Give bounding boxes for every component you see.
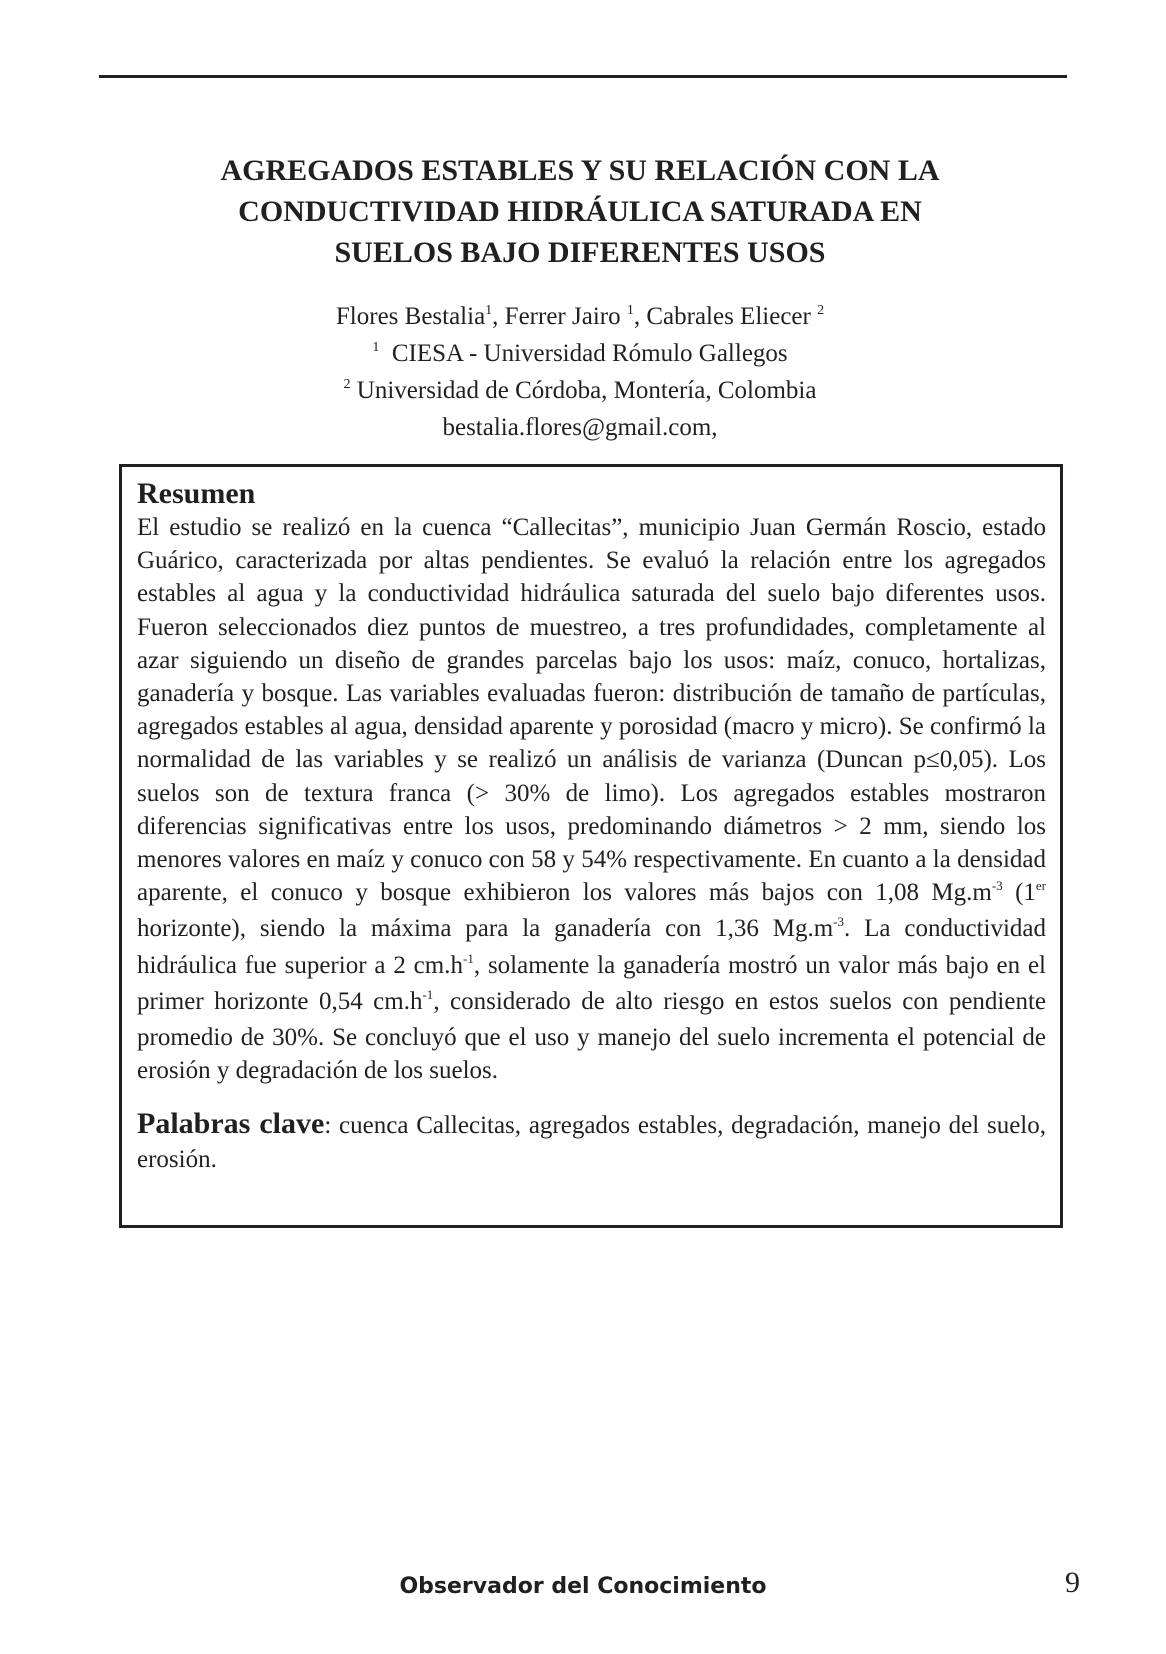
abstract-superscript-1: -3 — [991, 878, 1003, 894]
abstract-superscript-4: -1 — [462, 950, 474, 966]
author-2: , Ferrer Jairo — [492, 303, 627, 330]
author-list — [120, 300, 1040, 337]
abstract-superscript-3: -3 — [833, 914, 844, 930]
footer-journal-name: Observador del Conocimiento — [399, 1574, 767, 1599]
author-1-affiliation-mark: 1 — [485, 303, 493, 318]
affiliation-2-text: Universidad de Córdoba, Montería, Colombia — [350, 377, 817, 404]
abstract-heading: Resumen — [137, 477, 256, 510]
author-3-affiliation-mark: 2 — [817, 303, 825, 318]
abstract-superscript-2: er — [1035, 878, 1047, 894]
keywords-label: Palabras clave — [137, 1107, 325, 1141]
top-rule — [99, 75, 1067, 78]
abstract-text-part-1: El estudio se realizó en la cuenca “Callecitas”, municipio Juan Germán Roscio, estado Guárico, caracterizada por altas pendientes. Se evaluó la relación entre los agregados estables al agua y la conductividad hidráulica saturada del suelo bajo diferentes usos. Fueron seleccionados diez puntos de muestreo, a tres profundidades, completamente al azar siguiendo un diseño de grandes parcelas bajo los usos: maíz, conuco, hortalizas, ganadería y bosque. Las variables evaluadas fueron: distribución de tamaño de partículas, agregados estables al agua, densidad aparente y porosidad (macro y micro). Se confirmó la normalidad de las variables y se realizó un análisis de varianza (Duncan p≤0,05). Los suelos son de textura franca (> 30% de limo). Los agregados estables mostraron diferencias significativas entre los usos, predominando diámetros > 2 mm, siendo los menores valores en maíz y conuco con 58 y 54% respectivamente. En cuanto a la densidad aparente, el conuco y bosque exhibieron los valores más bajos con 1,08 Mg.m — [137, 514, 1046, 907]
affiliation-1-mark: 1 — [372, 340, 380, 355]
affiliation-1 — [120, 337, 1040, 374]
keywords-text: cuenca Callecitas, agregados estables, degradación, manejo del suelo, erosión. — [137, 1112, 1046, 1174]
keywords-colon: : — [324, 1112, 332, 1140]
title-line-1: AGREGADOS ESTABLES Y SU RELACIÓN CON LA — [220, 154, 940, 187]
title-line-3: SUELOS BAJO DIFERENTES USOS — [334, 236, 826, 269]
abstract-box — [119, 464, 1063, 1228]
abstract-text-part-3: horizonte), siendo la máxima para la ganadería con 1,36 Mg.m — [137, 915, 834, 943]
affiliation-2-mark: 2 — [343, 377, 351, 392]
affiliation-1-text: CIESA - Universidad Rómulo Gallegos — [379, 340, 788, 367]
author-1: Flores Bestalia — [335, 303, 486, 330]
abstract-text-part-6: , considerado de alto riesgo en estos suelos con pendiente promedio de 30%. Se concluyó que el uso y manejo del suelo incrementa el potencial de erosión y degradación de los suelos. — [137, 987, 1047, 1085]
author-email: bestalia.flores@gmail.com, — [442, 414, 718, 441]
author-block — [120, 300, 1040, 444]
title-line-2: CONDUCTIVIDAD HIDRÁULICA SATURADA EN — [238, 195, 922, 228]
page-title — [120, 150, 1040, 273]
abstract-text — [137, 511, 1046, 1087]
author-3: , Cabrales Eliecer — [633, 303, 818, 330]
abstract-superscript-5: -1 — [422, 986, 434, 1002]
abstract-text-part-5: , solamente la ganadería mostró un valor más bajo en el primer horizonte 0,54 cm.h — [137, 951, 1046, 1015]
affiliation-2 — [120, 374, 1040, 411]
abstract-content — [137, 477, 1046, 1202]
author-2-affiliation-mark: 1 — [626, 303, 634, 318]
page-number: 9 — [1065, 1566, 1080, 1599]
abstract-text-part-2: (1 — [1002, 879, 1036, 907]
abstract-text-part-4: . La conductividad hidráulica fue superior a 2 cm.h — [137, 915, 1046, 979]
keywords — [137, 1107, 1046, 1177]
